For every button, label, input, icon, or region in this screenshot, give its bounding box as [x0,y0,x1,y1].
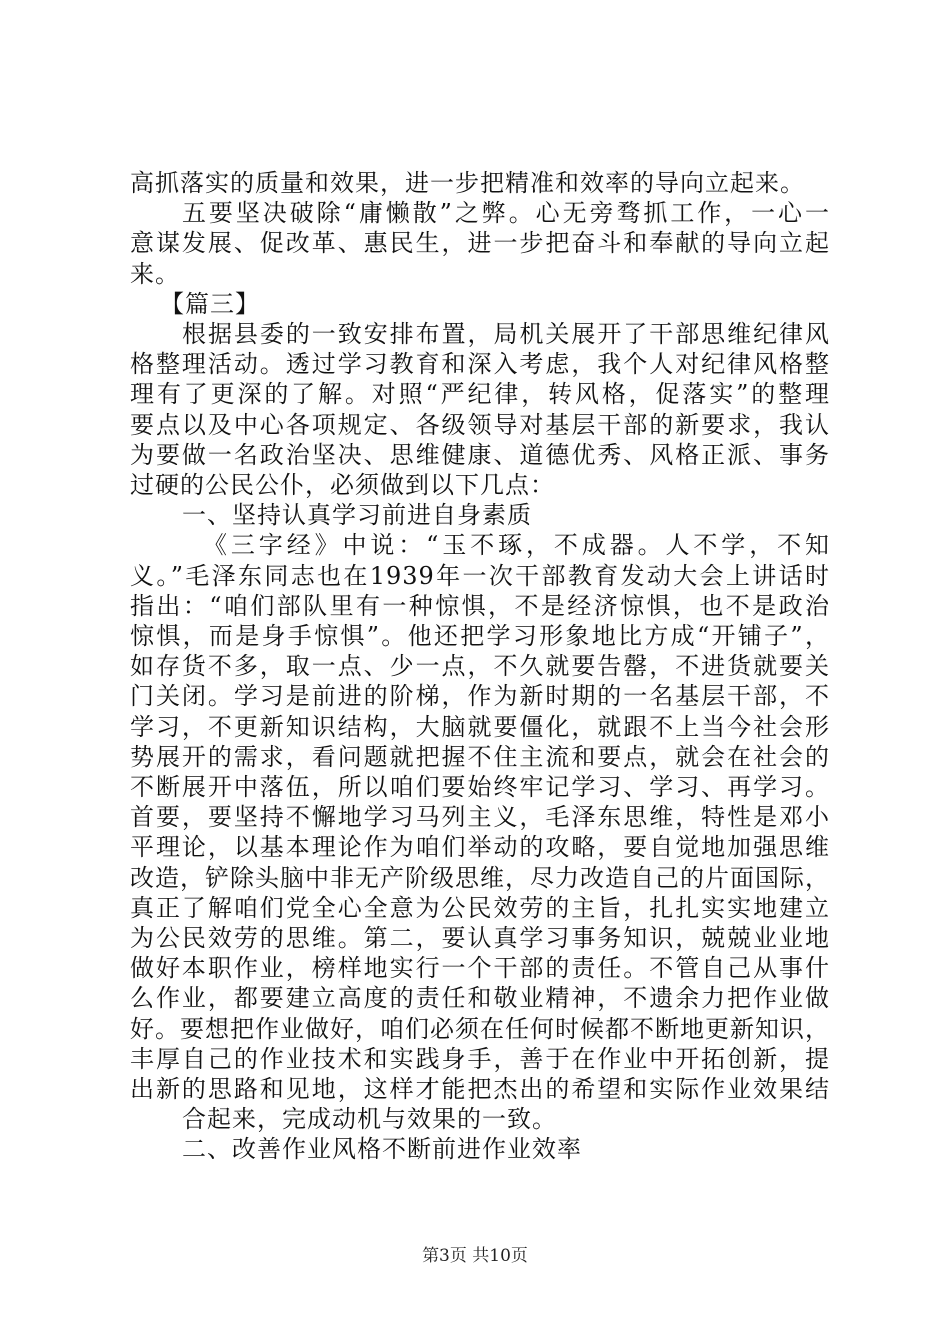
text-line: 义。”毛泽东同志也在1939年一次干部教育发动大会上讲话时 [130,561,830,590]
text-line: 要点以及中心各项规定、各级领导对基层干部的新要求，我认 [130,410,830,439]
text-line: 意谋发展、促改革、惠民生，进一步把奋斗和奉献的导向立起 [130,229,830,258]
text-line: 格整理活动。透过学习教育和深入考虑，我个人对纪律风格整 [130,350,830,379]
subheading: 一、坚持认真学习前进自身素质 [182,501,532,530]
text-line: 五要坚决破除“庸懒散”之弊。心无旁骛抓工作，一心一 [182,199,830,228]
text-line: 为公民效劳的思维。第二，要认真学习事务知识，兢兢业业地 [130,924,830,952]
text-line: 学习，不更新知识结构，大脑就要僵化，就跟不上当今社会形 [130,712,830,741]
text-line: 首要，要坚持不懈地学习马列主义，毛泽东思维，特性是邓小 [130,803,830,832]
text-line: 平理论，以基本理论作为咱们举动的攻略，要自觉地加强思维 [130,833,830,862]
text-line: 势展开的需求，看问题就把握不住主流和要点，就会在社会的 [130,742,830,771]
text-line: 指出：“咱们部队里有一种惊惧，不是经济惊惧，也不是政治 [130,591,830,620]
text-line: 如存货不多，取一点、少一点，不久就要告罄，不进货就要关 [130,652,830,681]
page-footer: 第3页 共10页 [422,1246,528,1266]
text-line: 为要做一名政治坚决、思维健康、道德优秀、风格正派、事务 [130,440,830,469]
text-line: 真正了解咱们党全心全意为公民效劳的主旨，扎扎实实地建立 [130,893,830,922]
text-line: 过硬的公民公仆，必须做到以下几点： [130,471,555,499]
subheading: 二、改善作业风格不断前进作业效率 [182,1135,582,1164]
text-line: 改造，铲除头脑中非无产阶级思维，尽力改造自己的片面国际， [130,863,830,892]
section-heading: 【篇三】 [160,289,260,318]
text-line: 么作业，都要建立高度的责任和敬业精神，不遗余力把作业做 [130,984,830,1013]
text-line: 不断展开中落伍，所以咱们要始终牢记学习、学习、再学习。 [130,773,830,801]
text-line: 丰厚自己的作业技术和实践身手，善于在作业中开拓创新，提 [130,1044,830,1073]
text-line: 根据县委的一致安排布置，局机关展开了干部思维纪律风 [182,320,830,348]
text-line: 做好本职作业，榜样地实行一个干部的责任。不管自己从事什 [130,954,830,983]
text-line: 高抓落实的质量和效果，进一步把精准和效率的导向立起来。 [130,169,805,197]
text-line: 出新的思路和见地，这样才能把杰出的希望和实际作业效果结 [130,1075,830,1103]
text-line: 《三字经》中说：“玉不琢，不成器。人不学，不知 [203,531,830,560]
text-line: 合起来，完成动机与效果的一致。 [182,1105,557,1134]
text-line: 理有了更深的了解。对照“严纪律，转风格，促落实”的整理 [130,380,830,409]
text-line: 惊惧，而是身手惊惧”。他还把学习形象地比方成“开铺子”， [130,622,830,650]
text-line: 门关闭。学习是前进的阶梯，作为新时期的一名基层干部，不 [130,682,830,711]
text-line: 来。 [130,259,180,288]
text-line: 好。要想把作业做好，咱们必须在任何时候都不断地更新知识， [130,1014,830,1043]
